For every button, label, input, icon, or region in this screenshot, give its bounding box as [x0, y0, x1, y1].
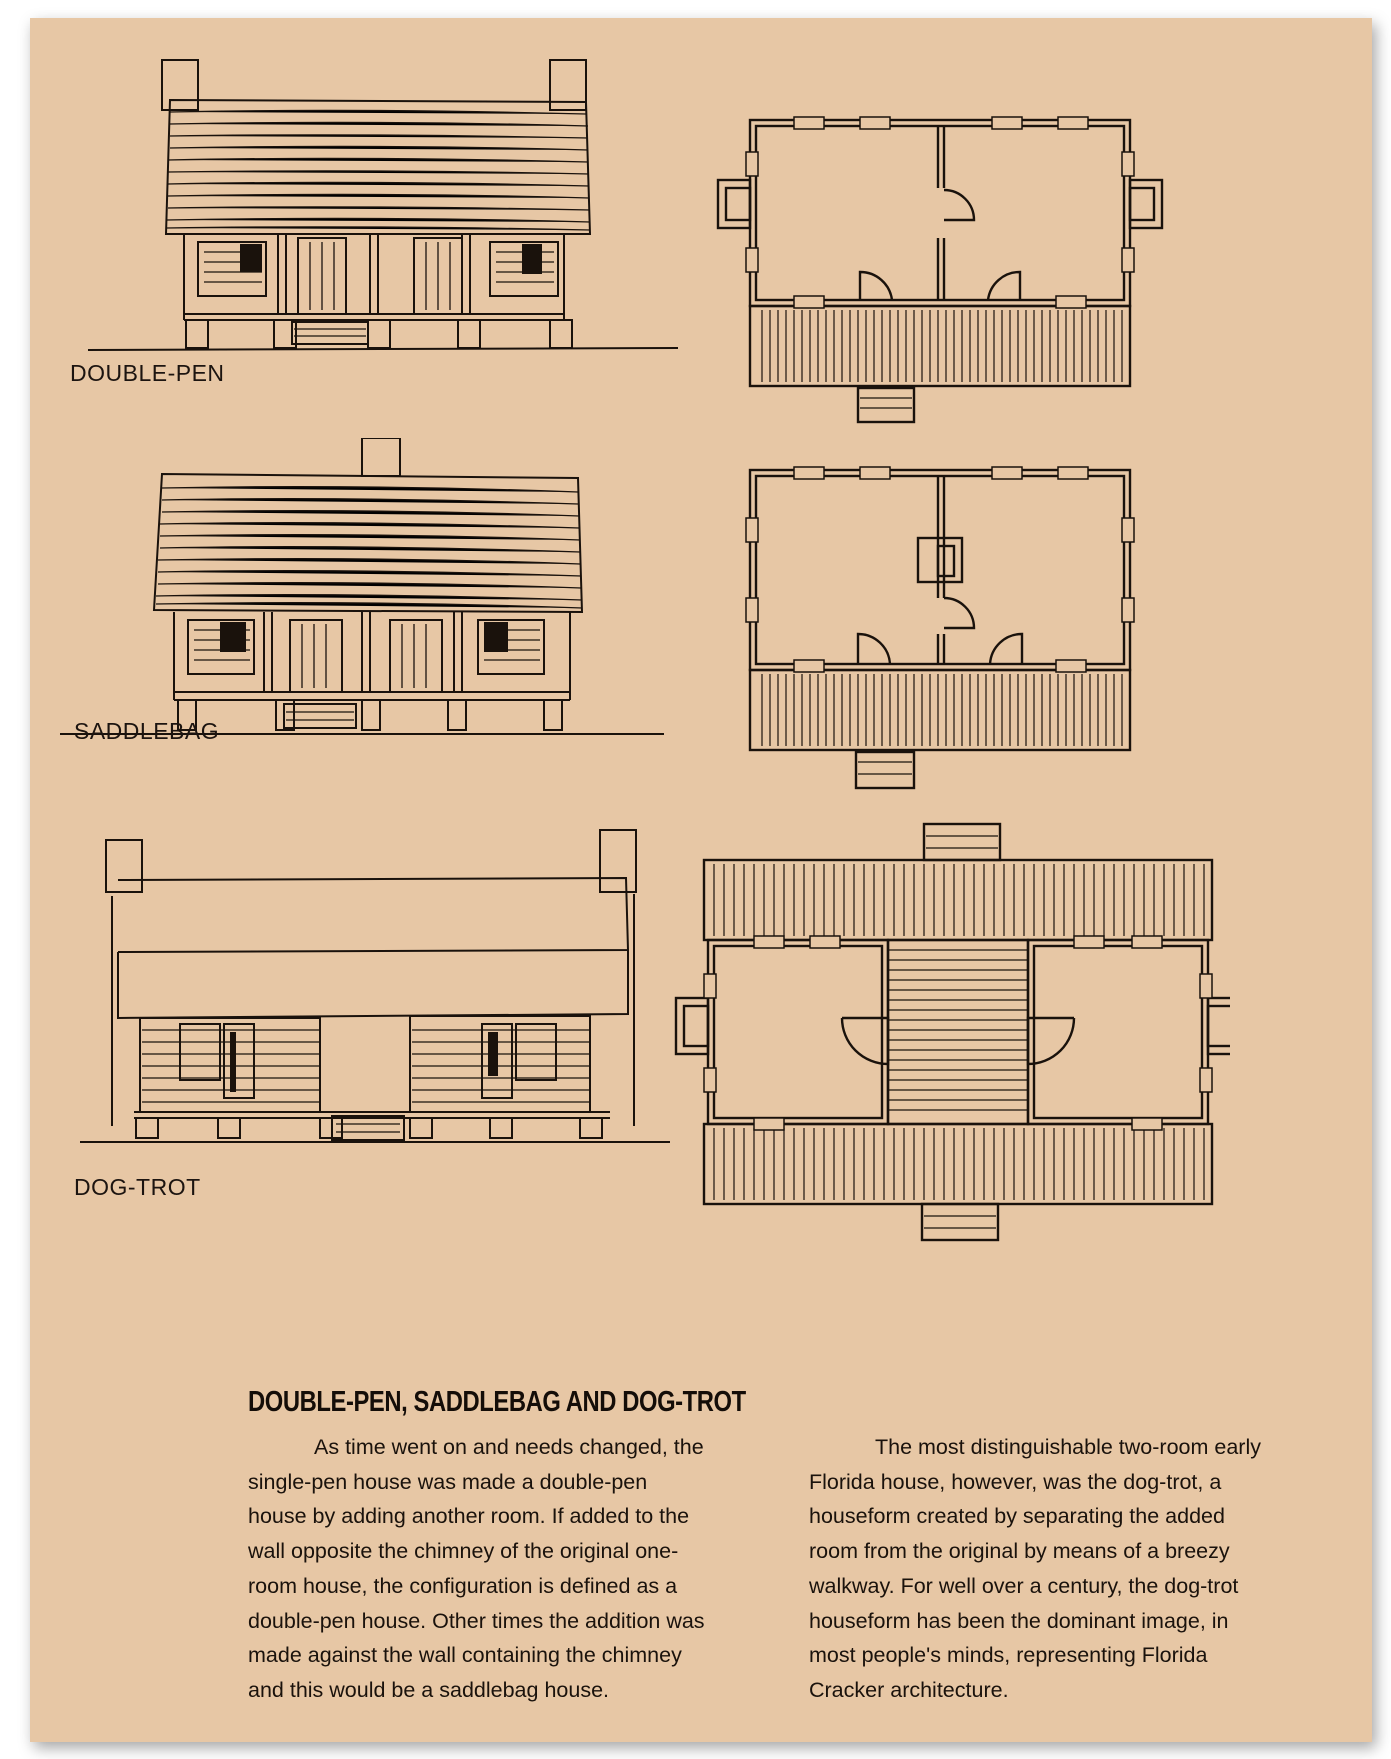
double-pen-floor-plan — [710, 108, 1170, 448]
double-pen-caption: DOUBLE-PEN — [70, 360, 225, 386]
left-text-line: As time went on and needs changed, the — [314, 1435, 704, 1459]
left-text-line: single-pen house was made a double-pen — [248, 1469, 648, 1494]
right-text-column — [809, 1430, 1261, 1708]
dog-trot-caption: DOG-TROT — [74, 1174, 201, 1200]
right-text-line: Cracker architecture. — [809, 1677, 1009, 1702]
right-text-line: houseform has been the dominant image, in — [809, 1608, 1229, 1633]
right-text-line: houseform created by separating the added — [809, 1504, 1225, 1529]
page — [30, 18, 1372, 1742]
saddlebag-caption: SADDLEBAG — [74, 718, 220, 744]
dog-trot-floor-plan — [670, 818, 1230, 1258]
left-text-line: and this would be a saddlebag house. — [248, 1677, 609, 1702]
left-text-line: room house, the configuration is defined as a — [248, 1573, 678, 1598]
right-text-line: most people's minds, representing Florida — [809, 1643, 1208, 1668]
left-text-column — [248, 1430, 705, 1708]
right-text-line: The most distinguishable two-room early — [875, 1435, 1261, 1459]
saddlebag-elevation-drawing — [44, 438, 674, 738]
saddlebag-floor-plan — [710, 458, 1170, 798]
left-text-line: wall opposite the chimney of the original one- — [248, 1539, 679, 1564]
double-pen-elevation-drawing — [58, 38, 688, 358]
right-text-line: room from the original by means of a breezy — [809, 1539, 1230, 1564]
dog-trot-elevation-drawing — [50, 818, 690, 1158]
article-heading: DOUBLE-PEN, SADDLEBAG AND DOG-TROT — [248, 1386, 746, 1418]
left-text-line: made against the wall containing the chimney — [248, 1643, 682, 1668]
left-text-line: house by adding another room. If added to the — [248, 1504, 690, 1529]
right-text-line: walkway. For well over a century, the dog-trot — [809, 1573, 1239, 1598]
left-text-line: double-pen house. Other times the addition was — [248, 1608, 705, 1633]
right-text-line: Florida house, however, was the dog-trot, a — [809, 1469, 1222, 1494]
